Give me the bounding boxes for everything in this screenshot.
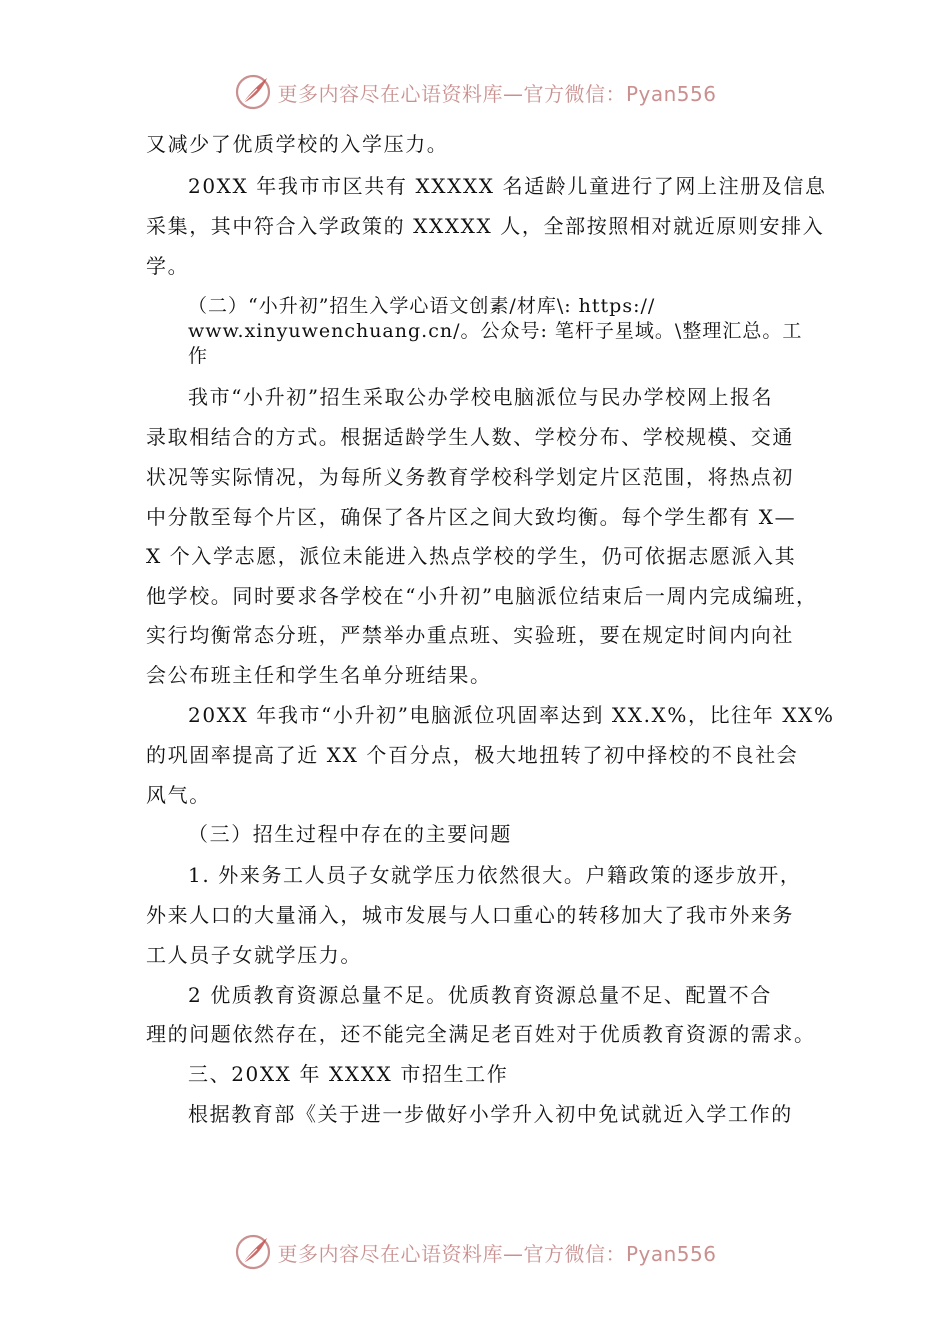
- text-line: 外来人口的大量涌入，城市发展与人口重心的转移加大了我市外来务: [146, 903, 794, 927]
- text-line: 2 优质教育资源总量不足。优质教育资源总量不足、配置不合: [188, 983, 772, 1007]
- section-heading: （三）招生过程中存在的主要问题: [188, 822, 512, 846]
- text-line: 中分散至每个片区，确保了各片区之间大致均衡。每个学生都有 X—: [146, 505, 797, 529]
- watermark-footer: [0, 1230, 950, 1274]
- text-line: 会公布班主任和学生名单分班结果。: [146, 663, 492, 687]
- text-line: 1. 外来务工人员子女就学压力依然很大。户籍政策的逐步放开，: [188, 863, 802, 887]
- text-line: 又减少了优质学校的入学压力。: [146, 132, 449, 156]
- text-line: 状况等实际情况，为每所义务教育学校科学划定片区范围，将热点初: [146, 465, 794, 489]
- text-line: 实行均衡常态分班，严禁举办重点班、实验班，要在规定时间内向社: [146, 623, 794, 647]
- text-line: 我市“小升初”招生采取公办学校电脑派位与民办学校网上报名: [188, 385, 774, 409]
- text-line: 根据教育部《关于进一步做好小学升入初中免试就近入学工作的: [188, 1102, 793, 1126]
- text-line: 他学校。同时要求各学校在“小升初”电脑派位结束后一周内完成编班，: [146, 584, 818, 608]
- text-line: X 个入学志愿，派位未能进入热点学校的学生，仍可依据志愿派入其: [146, 544, 797, 568]
- text-line: 学。: [146, 254, 190, 278]
- text-line: 风气。: [146, 783, 211, 807]
- text-line: 的巩固率提高了近 XX 个百分点，极大地扭转了初中择校的不良社会: [146, 743, 799, 767]
- text-line: www.xinyuwenchuang.cn/。公众号: 笔杆子星域。\整理汇总。工: [188, 320, 803, 342]
- text-line: 20XX 年我市市区共有 XXXXX 名适龄儿童进行了网上注册及信息: [188, 174, 827, 198]
- feather-logo-icon: [233, 72, 273, 112]
- section-heading: 三、20XX 年 XXXX 市招生工作: [188, 1062, 509, 1086]
- feather-logo-icon: [233, 1232, 273, 1272]
- text-line: 20XX 年我市“小升初”电脑派位巩固率达到 XX.X%，比往年 XX%: [188, 703, 835, 727]
- text-line: 工人员子女就学压力。: [146, 943, 362, 967]
- section-heading: （二）“小升初”招生入学心语文创素/材库\: https://: [188, 295, 656, 317]
- watermark-header: [0, 70, 950, 114]
- watermark-text: 更多内容尽在心语资料库—官方微信：Pyan556: [277, 1241, 717, 1266]
- text-line: 作: [188, 345, 209, 367]
- text-line: 理的问题依然存在，还不能完全满足老百姓对于优质教育资源的需求。: [146, 1022, 816, 1046]
- text-line: 录取相结合的方式。根据适龄学生人数、学校分布、学校规模、交通: [146, 425, 794, 449]
- text-line: 采集，其中符合入学政策的 XXXXX 人，全部按照相对就近原则安排入: [146, 214, 825, 238]
- watermark-text: 更多内容尽在心语资料库—官方微信：Pyan556: [277, 81, 717, 106]
